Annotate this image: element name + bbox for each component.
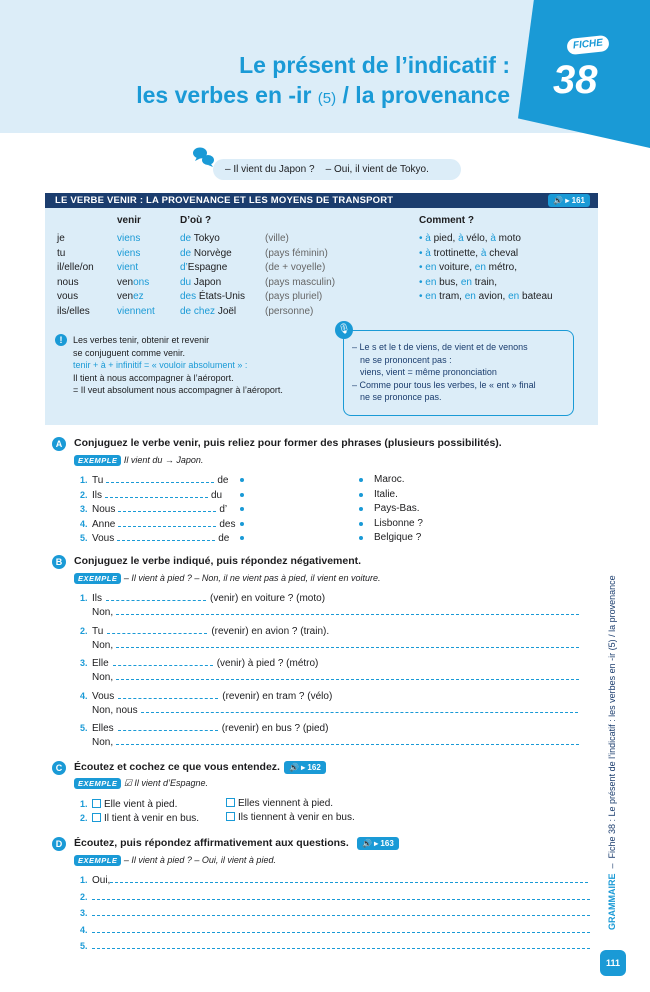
exercise-b-item (80, 656, 318, 671)
example-badge: EXEMPLE (74, 455, 121, 466)
item-preposition: d’ (219, 504, 228, 516)
rule-header: LE VERBE VENIR : LA PROVENANCE ET LES MOYENS DE TRANSPORT (45, 193, 598, 208)
note-pronunciation-line: viens, vient = même prononciation (360, 367, 497, 377)
note-tenir-line: Les verbes tenir, obtenir et revenir (73, 335, 210, 345)
origin-note: (ville) (265, 233, 289, 244)
blank-field[interactable] (113, 657, 213, 666)
item-number: 5. (80, 941, 88, 951)
transport-item (419, 247, 553, 262)
side-fiche-text: Fiche 38 : Le présent de l’indicatif : les verbes en -ir (5) / la provenance (607, 575, 617, 859)
item-number: 2. (80, 891, 88, 902)
match-dot-right[interactable] (359, 536, 363, 540)
answer-start: Non, nous (92, 704, 138, 716)
section-c-title: Écoutez et cochez ce que vous entendez. (74, 761, 280, 773)
section-d-letter: D (52, 837, 66, 851)
verb-form: venons (117, 276, 150, 288)
section-c-letter: C (52, 761, 66, 775)
exercise-b-answer (92, 606, 579, 620)
bullet: • (419, 233, 426, 244)
match-dot-left[interactable] (240, 536, 244, 540)
verb-form: viens (117, 233, 141, 244)
transport-item (419, 276, 553, 291)
transport-segment: en (425, 291, 437, 302)
exercise-b-answer (92, 671, 579, 685)
verb-form: venez (117, 291, 144, 302)
pronoun: tu (57, 247, 66, 259)
exercise-d-item (80, 890, 590, 905)
col-transport-header: Comment ? (419, 215, 474, 226)
item-subject: Ils (92, 489, 102, 501)
match-dot-right[interactable] (359, 493, 363, 497)
match-dot-right[interactable] (359, 478, 363, 482)
note-pronunciation (337, 324, 574, 416)
origin-note: (pays pluriel) (265, 291, 323, 302)
title-line-2-part-b: (5) (317, 90, 337, 107)
pronoun: je (57, 233, 65, 244)
item-prompt: (revenir) en avion ? (train). (211, 625, 330, 637)
item-number: 3. (80, 504, 88, 515)
place-option: Italie. (374, 488, 398, 500)
option-a-label: Il tient à venir en bus. (104, 813, 200, 824)
exercise-b-item (80, 689, 332, 704)
note-pronunciation-line: ne se prononce pas. (360, 392, 442, 402)
option-a-label: Elle vient à pied. (104, 799, 178, 810)
exercise-a-item (80, 502, 227, 517)
exercise-a-item (80, 517, 235, 532)
item-subject: Ils (92, 593, 102, 604)
exercise-d-item (80, 923, 590, 938)
pronoun: vous (57, 291, 79, 302)
transport-segment: à (458, 233, 464, 244)
item-number: 1. (80, 593, 88, 603)
transport-segment: à (425, 247, 431, 259)
exercise-a-item (80, 531, 229, 546)
audio-track-161[interactable]: 🔊 ▸ 161 (548, 194, 590, 207)
title-line-1: Le présent de l’indicatif : (239, 52, 510, 78)
note-pronunciation-line: – Comme pour tous les verbes, le « ent » final (352, 379, 536, 390)
answer-field[interactable] (92, 891, 590, 900)
transport-segment: à (425, 233, 431, 244)
bullet: • (419, 247, 426, 259)
transport-segment: cheval (486, 247, 519, 259)
section-a-example: EXEMPLE Il vient du → Japon. (74, 455, 203, 466)
section-a-title: Conjuguez le verbe venir, puis reliez pour former des phrases (plusieurs possibilités). (74, 437, 502, 449)
verb-form: viens (117, 247, 141, 259)
item-number: 1. (80, 475, 88, 485)
origin-item: du Japon (180, 276, 222, 288)
match-dot-right[interactable] (359, 522, 363, 526)
option-b-label: Ils tiennent à venir en bus. (238, 812, 355, 823)
answer-start: Oui, (92, 875, 111, 886)
verb-form: viennent (117, 305, 155, 317)
answer-start: Non, (92, 672, 114, 683)
grammar-rule-box (45, 193, 598, 425)
checkbox-option-a[interactable] (92, 799, 101, 808)
intro-dialog (213, 159, 461, 180)
place-option: Belgique ? (374, 532, 422, 544)
transport-segment: en (508, 291, 520, 302)
transport-segment: à (480, 247, 487, 259)
transport-segment: trottinette, (430, 247, 481, 259)
exercise-b-item (80, 624, 329, 639)
answer-start: Non, (92, 607, 114, 618)
section-b-title: Conjuguez le verbe indiqué, puis répondez négativement. (74, 555, 362, 567)
item-number: 1. (80, 875, 88, 885)
match-dot-left[interactable] (240, 522, 244, 526)
audio-track-162[interactable]: 🔊 ▸ 162 (284, 761, 326, 774)
section-d-title: Écoutez, puis répondez affirmativement aux questions. (74, 837, 349, 849)
exclamation-icon: ! (55, 334, 67, 346)
origin-item: de chez Joël (180, 305, 237, 317)
bullet: • (419, 291, 426, 302)
transport-segment: avion, (475, 291, 509, 302)
answer-field[interactable] (92, 940, 590, 949)
transport-segment: en (425, 276, 437, 288)
exercise-c-item (80, 811, 199, 826)
answer-field[interactable] (141, 704, 578, 713)
item-number: 4. (80, 690, 88, 701)
origin-note: (pays masculin) (265, 276, 336, 288)
item-subject: Tu (92, 625, 104, 637)
transport-segment: tram, (436, 291, 465, 302)
exercise-c-item (80, 797, 177, 812)
exercise-c-item-b (226, 811, 355, 825)
dialog-question: – Il vient du Japon ? (225, 164, 315, 175)
match-dot-left[interactable] (240, 478, 244, 482)
example-badge: EXEMPLE (74, 778, 121, 789)
section-c-example: EXEMPLE ☑ Il vient d’Espagne. (74, 778, 208, 789)
exercise-b-item (80, 721, 328, 736)
transport-segment: en (425, 262, 437, 273)
section-a-letter: A (52, 437, 66, 451)
item-subject: Vous (92, 690, 115, 702)
answer-field[interactable] (116, 671, 579, 680)
origin-item: de Norvège (180, 247, 232, 259)
answer-field[interactable] (110, 874, 587, 883)
page-number: 111 (600, 950, 626, 976)
audio-track-163[interactable]: 🔊 ▸ 163 (357, 837, 399, 850)
note-tenir (57, 334, 332, 397)
blank-field[interactable] (106, 474, 214, 483)
item-prompt: (revenir) en bus ? (pied) (221, 723, 329, 734)
side-grammaire: GRAMMAIRE (607, 873, 617, 930)
blank-field[interactable] (105, 489, 208, 498)
place-option: Lisbonne ? (374, 517, 423, 529)
example-badge: EXEMPLE (74, 573, 121, 584)
answer-field[interactable] (92, 924, 590, 933)
side-caption: GRAMMAIRE – Fiche 38 : Le présent de l’indicatif : les verbes en -ir (5) / la provenance (607, 575, 617, 930)
note-tenir-line: tenir + à + infinitif = « vouloir absolument » : (73, 360, 248, 370)
answer-field[interactable] (116, 639, 579, 648)
verb-form: vient (117, 262, 139, 273)
exercise-b-answer (92, 704, 578, 718)
pronoun: ils/elles (57, 305, 90, 317)
item-number: 3. (80, 658, 88, 668)
transport-segment: train, (472, 276, 498, 288)
pronoun-list (57, 232, 94, 319)
exercise-d-item (80, 939, 590, 954)
dialog-answer: – Oui, il vient de Tokyo. (325, 164, 429, 175)
verb-list (117, 232, 155, 319)
origin-notes (265, 232, 335, 319)
item-subject: Elles (92, 723, 114, 734)
fiche-number: 38 (553, 58, 598, 102)
item-number: 5. (80, 533, 88, 544)
transport-segment: en (460, 276, 472, 288)
item-number: 2. (80, 489, 88, 500)
item-subject: Vous (92, 533, 115, 545)
exercise-b-answer (92, 639, 579, 653)
blank-field[interactable] (107, 625, 207, 634)
transport-segment: métro, (485, 262, 518, 273)
pronoun: il/elle/on (57, 262, 94, 273)
bullet: • (419, 262, 426, 273)
item-preposition: de (218, 533, 230, 545)
item-preposition: des (219, 518, 236, 530)
origin-list (180, 232, 245, 319)
exercise-a-item (80, 473, 228, 488)
note-tenir-line: = Il veut absolument nous accompagner à l’aéroport. (73, 385, 283, 395)
match-dot-left[interactable] (240, 493, 244, 497)
item-preposition: du (211, 489, 223, 501)
checkbox-option-b[interactable] (226, 812, 235, 821)
exercise-a-item (80, 488, 222, 503)
transport-item (419, 261, 553, 276)
section-d-example: EXEMPLE – Il vient à pied ? – Oui, il vient à pied. (74, 855, 276, 866)
transport-segment: pied, (430, 233, 459, 244)
note-pronunciation-line: – Le s et le t de viens, de vient et de venons (352, 342, 528, 352)
audio-number: 161 (571, 196, 585, 205)
blank-field[interactable] (106, 592, 206, 601)
transport-segment: vélo, (463, 233, 491, 244)
title-line-2-part-c: / la provenance (342, 82, 510, 108)
item-number: 4. (80, 518, 88, 529)
item-prompt: (revenir) en tram ? (vélo) (222, 690, 333, 702)
fiche-label: FICHE (566, 35, 609, 55)
microphone-icon: 🎙 (335, 321, 353, 339)
speech-bubbles-icon (192, 146, 216, 168)
item-preposition: de (217, 475, 229, 486)
blank-field[interactable] (118, 722, 218, 731)
exercise-d-item (80, 873, 588, 888)
note-tenir-line: se conjuguent comme venir. (73, 347, 186, 358)
item-prompt: (venir) à pied ? (métro) (216, 658, 319, 669)
note-pronunciation-line: ne se prononcent pas : (360, 354, 452, 365)
item-number: 4. (80, 924, 88, 935)
section-b-example: EXEMPLE – Il vient à pied ? – Non, il ne vient pas à pied, il vient en voiture. (74, 573, 381, 584)
transport-item (419, 232, 553, 247)
item-subject: Nous (92, 504, 116, 516)
blank-field[interactable] (117, 532, 215, 541)
item-subject: Elle (92, 658, 109, 669)
answer-field[interactable] (116, 736, 579, 745)
origin-note: (personne) (265, 305, 314, 317)
origin-item: d’Espagne (180, 262, 228, 273)
section-b-letter: B (52, 555, 66, 569)
answer-start: Non, (92, 737, 114, 748)
item-number: 1. (80, 799, 88, 809)
transport-segment: bus, (436, 276, 461, 288)
item-subject: Anne (92, 518, 116, 530)
blank-field[interactable] (118, 518, 216, 527)
example-badge: EXEMPLE (74, 855, 121, 866)
match-dot-right[interactable] (359, 507, 363, 511)
exercise-d-item (80, 906, 590, 921)
option-b-label: Elles viennent à pied. (238, 798, 334, 809)
item-number: 2. (80, 813, 88, 823)
item-number: 2. (80, 625, 88, 636)
title-line-2 (136, 80, 510, 114)
origin-item: de Tokyo (180, 233, 220, 244)
pronoun: nous (57, 276, 79, 288)
place-option: Pays-Bas. (374, 503, 420, 515)
item-prompt: (venir) en voiture ? (moto) (210, 593, 326, 604)
item-subject: Tu (92, 475, 104, 486)
origin-item: des États-Unis (180, 291, 246, 302)
transport-item (419, 290, 553, 305)
col-origin-header: D’où ? (180, 215, 212, 226)
origin-note: (de + voyelle) (265, 262, 326, 273)
transport-segment: voiture, (436, 262, 475, 273)
answer-field[interactable] (92, 907, 590, 916)
item-number: 5. (80, 723, 88, 733)
title-line-2-part-a: les verbes en -ir (136, 82, 312, 108)
exercise-b-answer (92, 736, 579, 750)
origin-note: (pays féminin) (265, 247, 328, 259)
checkbox-option-b[interactable] (226, 798, 235, 807)
transport-segment: moto (495, 233, 521, 244)
page-title (136, 50, 510, 114)
transport-segment: bateau (519, 291, 553, 302)
transport-list (419, 232, 553, 305)
match-dot-left[interactable] (240, 507, 244, 511)
col-venir-header: venir (117, 215, 141, 226)
place-option: Maroc. (374, 474, 405, 485)
exercise-c-item-b (226, 797, 333, 811)
note-tenir-line: Il tient à nous accompagner à l’aéroport. (73, 372, 234, 383)
exercise-b-item (80, 591, 325, 606)
blank-field[interactable] (118, 503, 216, 512)
checkbox-option-a[interactable] (92, 813, 101, 822)
item-number: 3. (80, 908, 88, 918)
transport-segment: en (464, 291, 476, 302)
answer-start: Non, (92, 639, 114, 651)
transport-segment: en (474, 262, 486, 273)
blank-field[interactable] (118, 690, 218, 699)
transport-segment: à (490, 233, 496, 244)
bullet: • (419, 276, 426, 288)
answer-field[interactable] (116, 606, 579, 615)
